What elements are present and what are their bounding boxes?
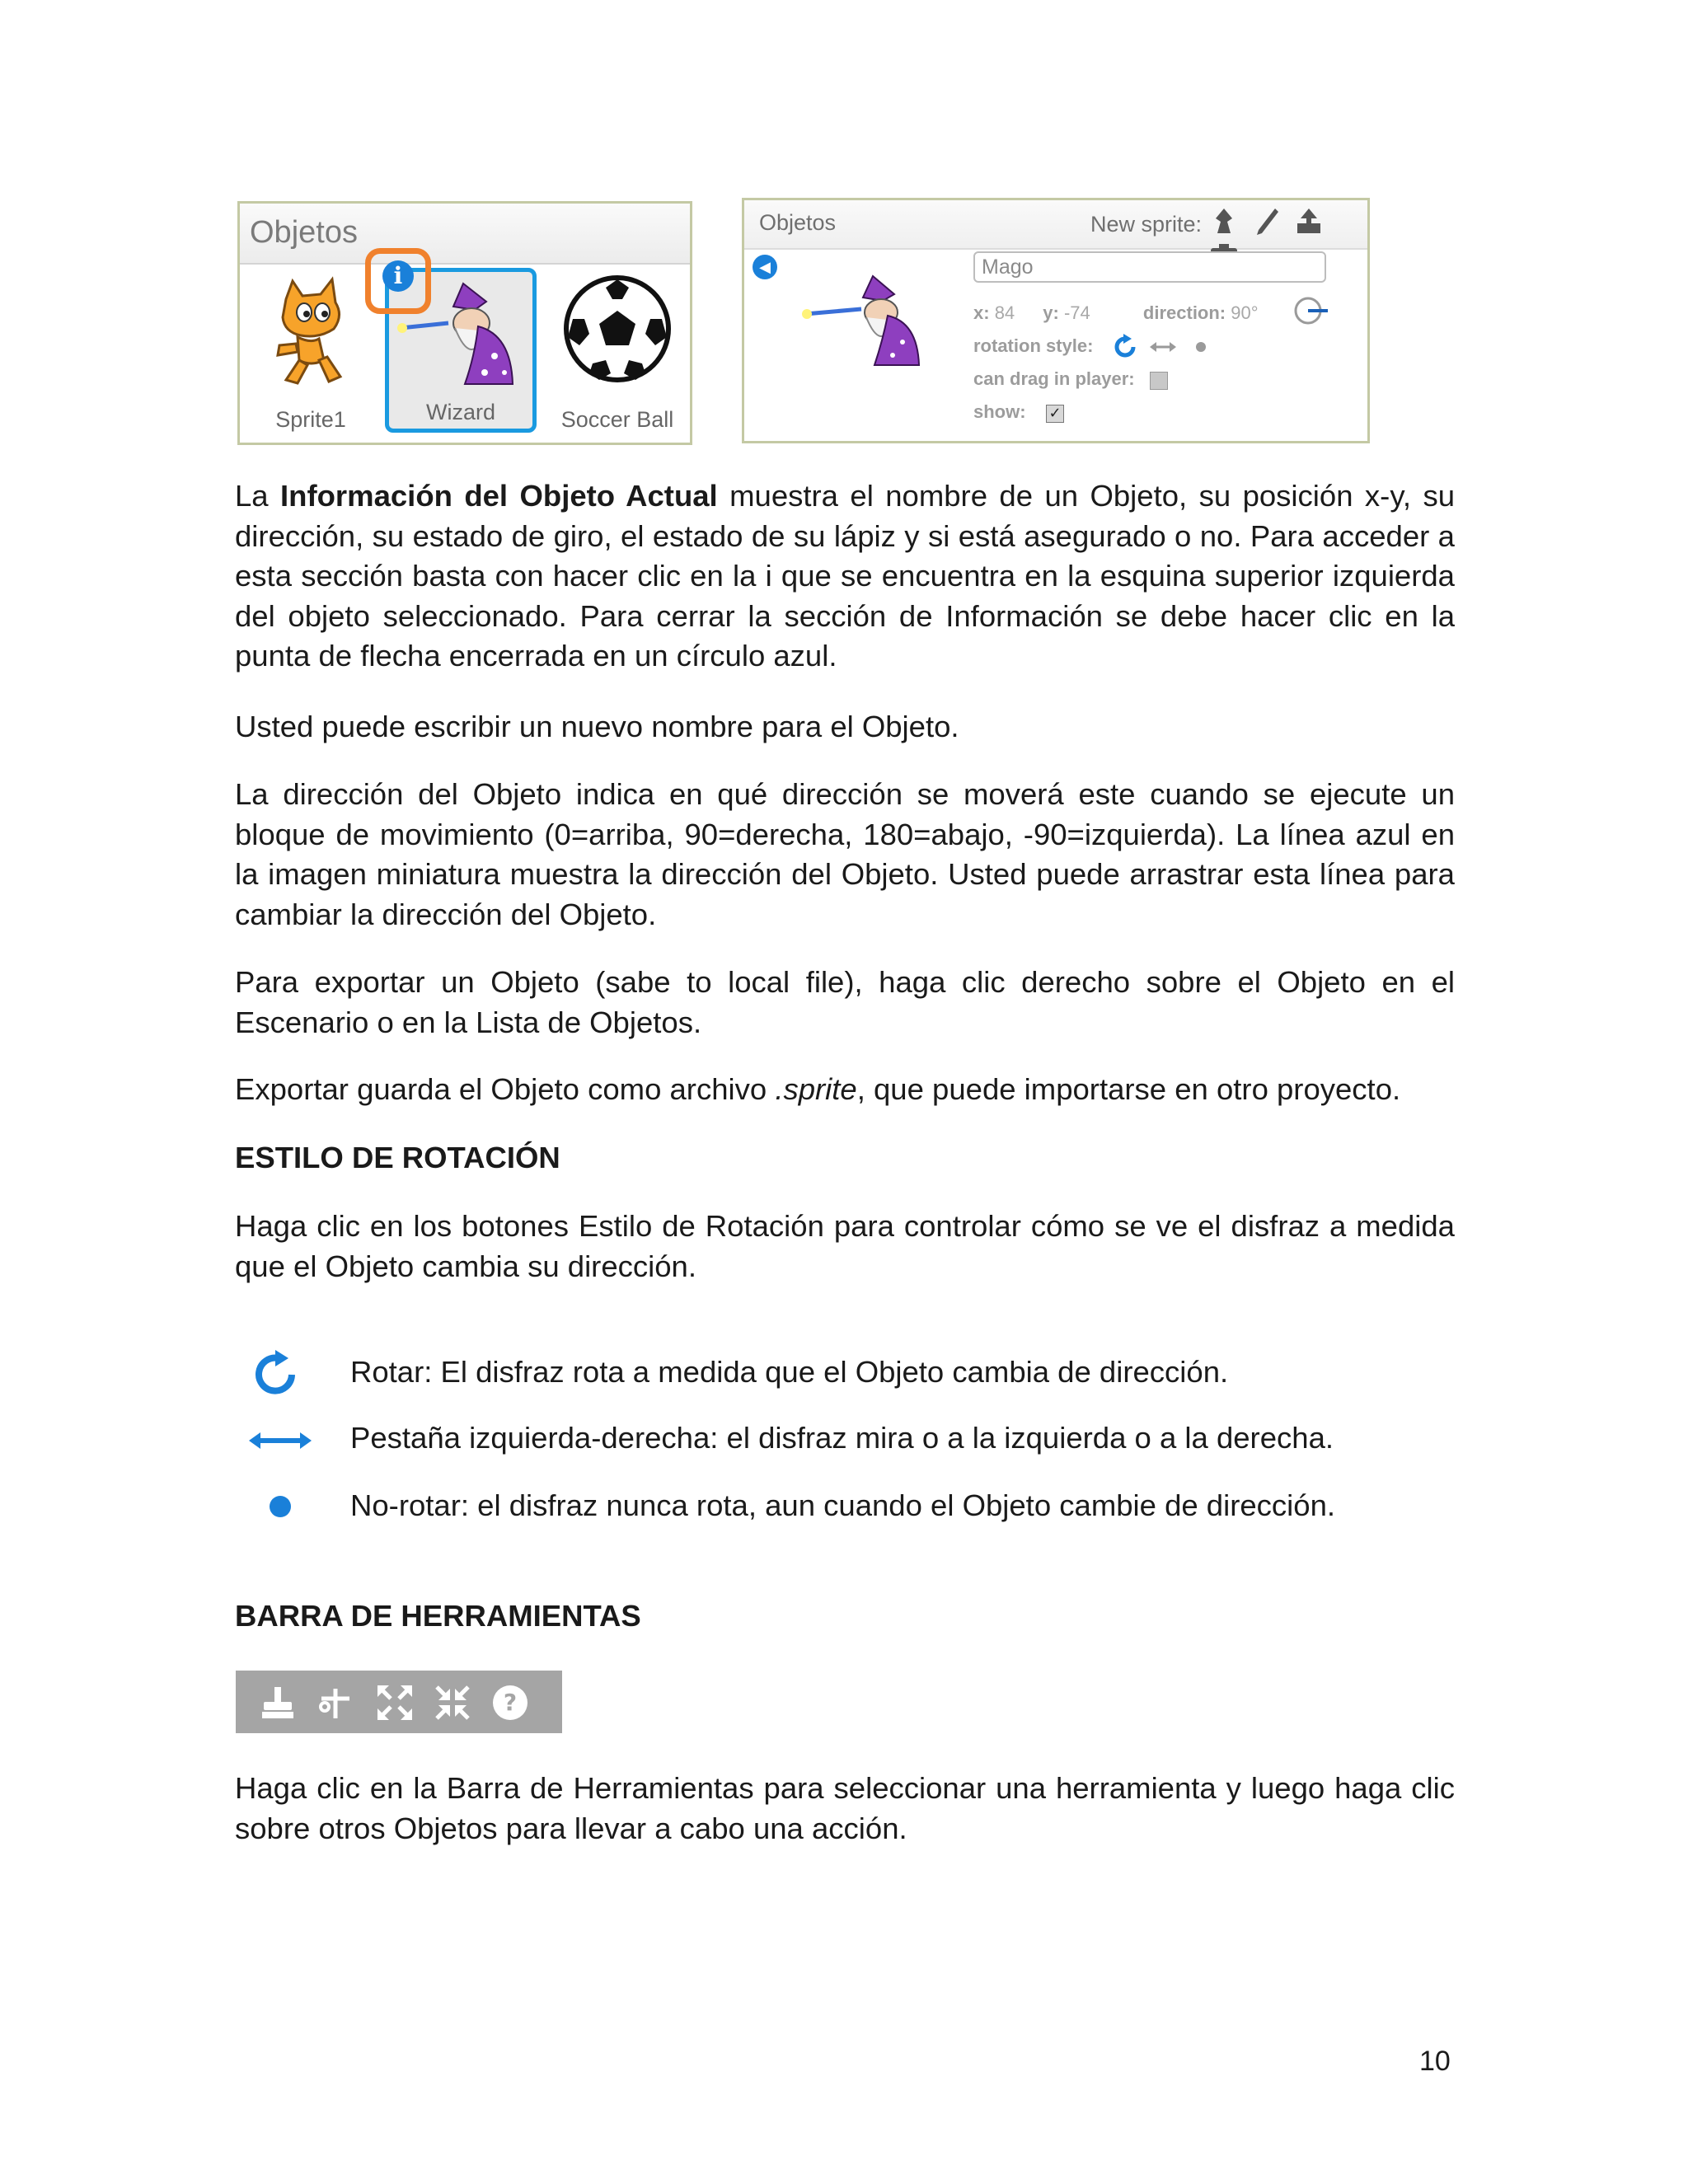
heading-toolbar: BARRA DE HERRAMIENTAS	[235, 1599, 641, 1633]
sprite-info-title: Objetos	[759, 210, 837, 235]
paragraph-rotation-intro: Haga clic en los botones Estilo de Rotación para controlar cómo se ve el disfraz a medida que el Objeto cambia su dirección.	[235, 1209, 1455, 1283]
dot-icon	[247, 1483, 313, 1533]
sprite-label: Sprite1	[275, 407, 346, 432]
dont-rotate-style-button-icon[interactable]	[1186, 332, 1216, 362]
sprite-tile-soccer-ball[interactable]	[546, 268, 688, 441]
y-value: -74	[1063, 302, 1090, 323]
p5-italic: .sprite	[775, 1072, 857, 1106]
sprite-name-field[interactable]	[973, 251, 1326, 283]
rotate-icon	[247, 1350, 313, 1399]
rotation-style-item-no-rotate	[247, 1483, 1484, 1533]
upload-icon[interactable]	[1292, 205, 1325, 238]
sprite-info-panel	[742, 198, 1370, 443]
position-readout	[973, 302, 1259, 324]
rotation-style-item-left-right	[247, 1416, 1484, 1465]
show-row	[973, 401, 1026, 423]
can-drag-checkbox[interactable]	[1150, 372, 1168, 390]
paragraph-export: Para exportar un Objeto (sabe to local file), haga clic derecho sobre el Objeto en el Escenario o en la Lista de Objetos.	[235, 965, 1455, 1039]
show-checkbox[interactable]: ✓	[1046, 405, 1064, 423]
paragraph-direction: La dirección del Objeto indica en qué dirección se moverá este cuando se ejecute un bloque de movimiento (0=arriba, 90=derecha, 180=abajo, -90=izquierda). La línea azul en la imagen miniatura muestra la dirección del Objeto. Usted puede arrastrar esta línea para cambiar la dirección del Objeto.	[235, 777, 1455, 931]
p1-rest: muestra el nombre de un Objeto, su posición x-y, su dirección, su estado de giro, el estado de su lápiz y si está asegurado o no. Para acceder a esta sección basta con hacer clic en la i que se encuentra en la esquina superior izquierda del objeto seleccionado. Para cerrar la sección de Información se debe hacer clic en la punta de flecha encerrada en un círculo azul.	[235, 479, 1455, 673]
x-label: x:	[973, 302, 990, 323]
stamp-icon[interactable]	[259, 1684, 297, 1722]
grow-icon[interactable]	[376, 1684, 414, 1722]
p1-bold: Información del Objeto Actual	[280, 479, 718, 513]
y-label: y:	[1043, 302, 1059, 323]
paragraph-rename: Usted puede escribir un nuevo nombre para el Objeto.	[235, 710, 959, 743]
direction-dial-icon[interactable]	[1293, 294, 1329, 327]
x-value: 84	[994, 302, 1015, 323]
p5-lead: Exportar guarda el Objeto como archivo	[235, 1072, 776, 1106]
rotation-style-label: rotation style:	[973, 335, 1094, 356]
rotate-style-button-icon[interactable]	[1110, 332, 1140, 362]
can-drag-row	[973, 368, 1135, 390]
heading-rotation-style: ESTILO DE ROTACIÓN	[235, 1141, 560, 1174]
help-icon[interactable]	[491, 1684, 529, 1722]
rotation-style-text: Pestaña izquierda-derecha: el disfraz mira o a la izquierda o a la derecha.	[350, 1421, 1334, 1455]
sprite-library-icon[interactable]	[1207, 205, 1240, 238]
sprite-list-title: Objetos	[240, 204, 690, 265]
left-right-arrow-icon	[247, 1416, 313, 1465]
direction-label: direction:	[1142, 302, 1226, 323]
rotation-style-text: Rotar: El disfraz rota a medida que el Objeto cambia de dirección.	[350, 1355, 1229, 1389]
close-info-arrow-icon[interactable]: ◀	[753, 255, 777, 279]
sprite-tile-sprite1[interactable]	[246, 268, 375, 441]
soccer-ball-icon	[560, 271, 675, 387]
sprite-label: Wizard	[425, 400, 495, 424]
toolbar	[236, 1671, 562, 1733]
p5-rest: , que puede importarse en otro proyecto.	[856, 1072, 1401, 1106]
new-sprite-label: New sprite:	[1090, 212, 1203, 237]
shrink-icon[interactable]	[434, 1684, 471, 1722]
sprite-label: Soccer Ball	[560, 407, 674, 432]
sprite-list-panel	[237, 201, 692, 445]
cat-sprite-icon	[261, 274, 360, 390]
paragraph-current-sprite-info	[235, 476, 1455, 677]
rotation-style-item-rotate	[247, 1350, 1484, 1399]
left-right-style-button-icon[interactable]	[1148, 332, 1178, 362]
rotation-style-text: No-rotar: el disfraz nunca rota, aun cuando el Objeto cambie de dirección.	[350, 1488, 1336, 1522]
p1-lead: La	[235, 479, 281, 513]
direction-value: 90°	[1231, 302, 1259, 323]
svg-text:?: ?	[503, 1689, 518, 1716]
info-button-highlight[interactable]	[365, 248, 431, 314]
paragraph-toolbar: Haga clic en la Barra de Herramientas para seleccionar una herramienta y luego haga clic sobre otros Objetos para llevar a cabo una acción.	[235, 1771, 1455, 1845]
rotation-style-row	[973, 335, 1093, 357]
info-icon[interactable]: i	[382, 260, 414, 292]
sprite-info-header	[744, 200, 1367, 250]
show-label: show:	[973, 401, 1026, 422]
paint-brush-icon[interactable]	[1250, 205, 1283, 238]
paragraph-export-sprite	[235, 1070, 1455, 1110]
scissors-icon[interactable]	[316, 1684, 354, 1722]
wizard-thumbnail-icon	[802, 273, 934, 372]
can-drag-label: can drag in player:	[973, 368, 1135, 389]
page-number: 10	[1419, 2046, 1451, 2077]
